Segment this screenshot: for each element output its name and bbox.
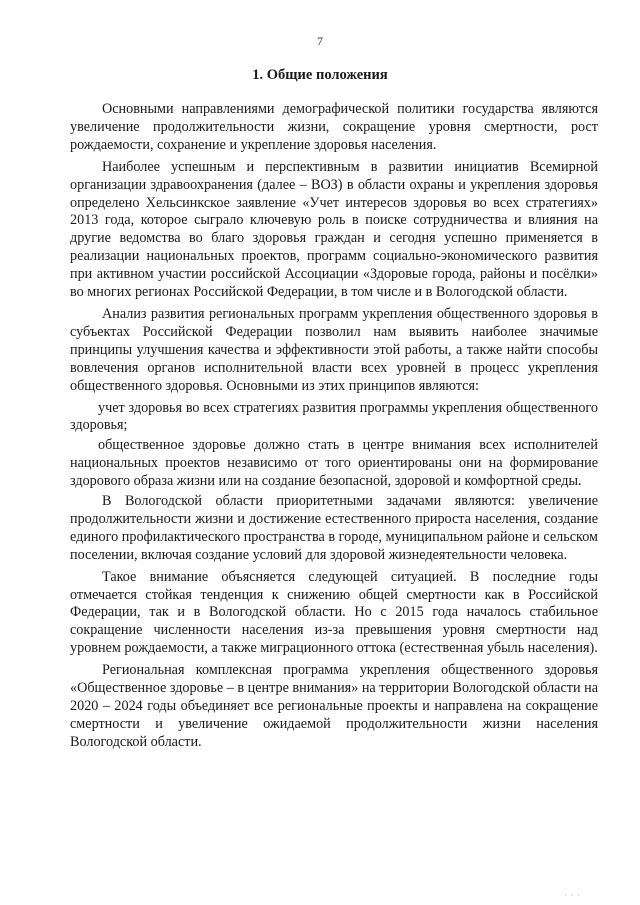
list-item: учет здоровья во всех стратегиях развития программы укрепления общественного здоровья;: [70, 399, 598, 434]
section-title: 1. Общие положения: [252, 67, 388, 83]
paragraph: Такое внимание объясняется следующей ситуацией. В последние годы отмечается стойкая тенденция к снижению общей смертности как в Российской Федерации, так и в Вологодской области. Но с 2015 года началось стабильное сокращение численности населения из-за превышения уровня смертности над уровнем рождаемости, а также миграционного оттока (естественная убыль населения).: [70, 568, 598, 657]
list-item: общественное здоровье должно стать в центре внимания всех исполнителей национальных проектов независимо от того ориентированы они на формирование здорового образа жизни или на создание безопасной, здоровой и комфортной среды.: [70, 437, 598, 490]
document-body: [70, 101, 598, 756]
scan-artifact: · · ·: [564, 891, 581, 900]
page-number: 7: [317, 34, 323, 48]
paragraph: Региональная комплексная программа укрепления общественного здоровья «Общественное здоровье – в центре внимания» на территории Вологодской области на 2020 – 2024 годы объединяет все региональные проекты и направлена на сокращение смертности и увеличение ожидаемой продолжительности жизни населения Вологодской области.: [70, 662, 598, 750]
paragraph: Наиболее успешным и перспективным в развитии инициатив Всемирной организации здравоохранения (далее – ВОЗ) в области охраны и укрепления здоровья определено Хельсинкское заявление «Учет интересов здоровья во всех стратегиях» 2013 года, которое сыграло ключевую роль в поиске сотрудничества и влияния на другие ведомства во благо здоровья граждан и сегодня успешно применяется в реализации национальных проектов, программ социально-экономического развития при активном участии российской Ассоциации «Здоровые города, районы и посёлки» во многих регионах Российской Федерации, в том числе и в Вологодской области.: [70, 158, 598, 301]
paragraph: Основными направлениями демографической политики государства являются увеличение продолжительности жизни, сокращение уровня смертности, рост рождаемости, сохранение и укрепление здоровья населения.: [70, 101, 598, 153]
paragraph: Анализ развития региональных программ укрепления общественного здоровья в субъектах Российской Федерации позволил нам выявить наиболее значимые принципы улучшения качества и эффективности этой работы, а также найти способы вовлечения органов исполнительной власти всех уровней в процесс укрепления общественного здоровья. Основными из этих принципов являются:: [70, 305, 598, 394]
paragraph: В Вологодской области приоритетными задачами являются: увеличение продолжительности жизни и достижение естественного прироста населения, создание единого профилактического пространства в городе, муниципальном районе и сельском поселении, включая создание условий для здоровой жизнедеятельности человека.: [70, 493, 598, 563]
